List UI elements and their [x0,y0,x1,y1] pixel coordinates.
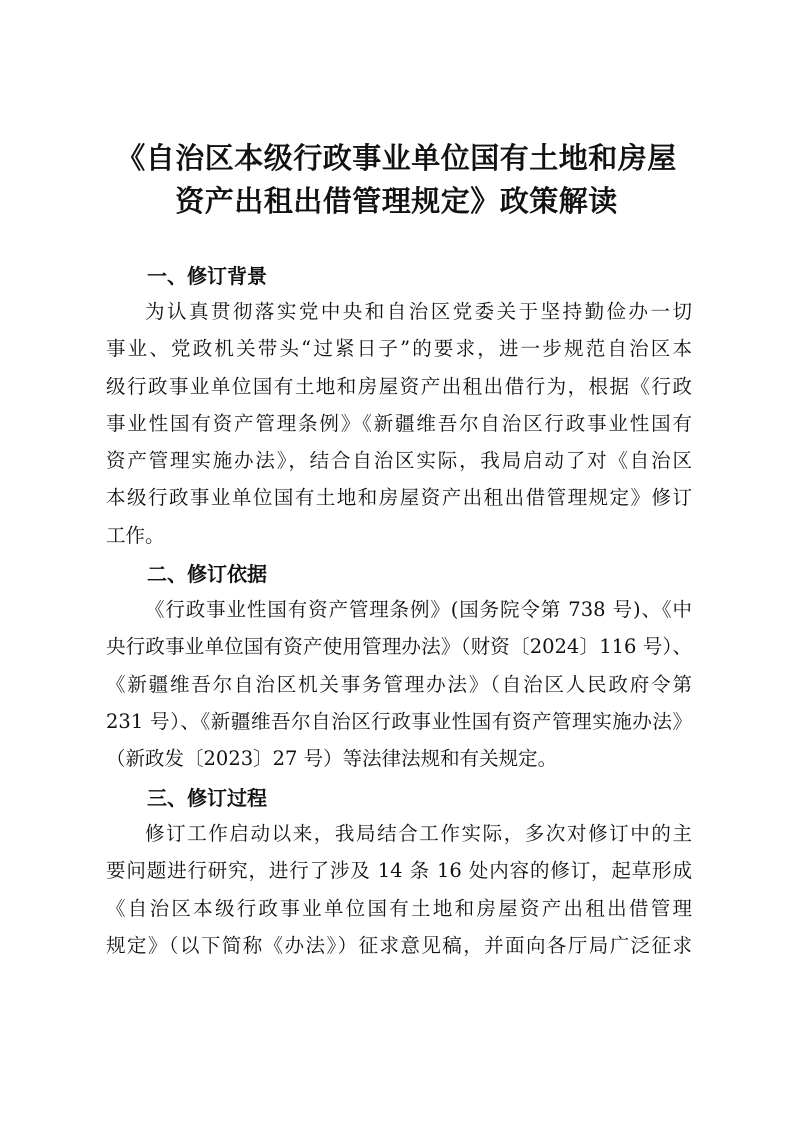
text-line: 央行政事业单位国有资产使用管理办法》（财资〔2024〕116 号）、 [106,635,692,659]
text-line: 规定》（以下简称《办法》）征求意见稿，并面向各厅局广泛征求 [106,933,692,957]
document-title-line-1: 《自治区本级行政事业单位国有土地和房屋 [116,141,677,175]
section-heading-background: 一、修订背景 [147,264,267,288]
text-line: 事业、党政机关带头“过紧日子”的要求，进一步规范自治区本 [106,337,692,361]
text-line: 本级行政事业单位国有土地和房屋资产出租出借管理规定》修订 [106,486,692,510]
section-body-basis [106,591,692,777]
section-heading-basis: 二、修订依据 [147,562,267,586]
text-line: （新政发〔2023〕27 号）等法律法规和有关规定。 [106,747,558,771]
document-title-line-2: 资产出租出借管理规定》政策解读 [175,184,618,218]
text-line: 工作。 [106,523,165,547]
section-body-background [106,293,692,554]
text-line: 为认真贯彻落实党中央和自治区党委关于坚持勤俭办一切 [145,300,692,323]
text-line: 修订工作启动以来，我局结合工作实际，多次对修订中的主 [145,822,692,845]
section-heading-process: 三、修订过程 [147,786,267,810]
text-line: 资产管理实施办法》，结合自治区实际，我局启动了对《自治区 [106,449,692,473]
text-line: 《行政事业性国有资产管理条例》(国务院令第 738 号)、《中 [145,598,692,621]
text-line: 要问题进行研究，进行了涉及 14 条 16 处内容的修订，起草形成 [106,859,692,883]
text-line: 《新疆维吾尔自治区机关事务管理办法》（自治区人民政府令第 [106,672,692,696]
text-line: 事业性国有资产管理条例》《新疆维吾尔自治区行政事业性国有 [106,411,692,435]
text-line: 231 号）、《新疆维吾尔自治区行政事业性国有资产管理实施办法》 [106,709,692,733]
text-line: 级行政事业单位国有土地和房屋资产出租出借行为，根据《行政 [106,374,692,398]
section-body-process [106,815,692,964]
text-line: 《自治区本级行政事业单位国有土地和房屋资产出租出借管理 [106,896,692,920]
